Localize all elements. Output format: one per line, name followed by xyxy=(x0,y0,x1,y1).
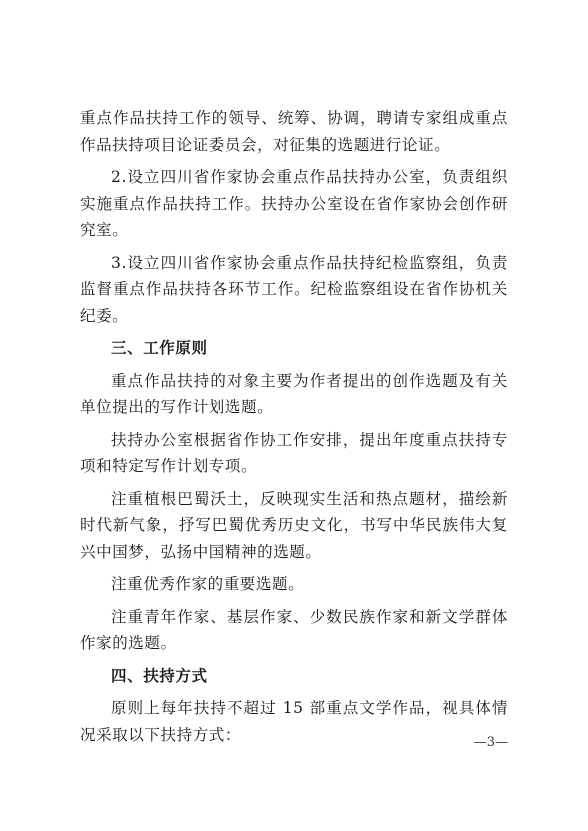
paragraph-support-targets: 重点作品扶持的对象主要为作者提出的创作选题及有关单位提出的写作计划选题。 xyxy=(80,371,508,416)
paragraph-inspection-group: 3.设立四川省作家协会重点作品扶持纪检监察组，负责监督重点作品扶持各环节工作。纪检监察组设在省作协机关纪委。 xyxy=(80,253,508,325)
section-heading-support-methods: 四、扶持方式 xyxy=(111,666,208,685)
paragraph-excellent-writers: 注重优秀作家的重要选题。 xyxy=(111,575,305,593)
paragraph-annual-projects: 扶持办公室根据省作协工作安排，提出年度重点扶持专项和特定写作计划专项。 xyxy=(80,430,508,475)
section-heading-principles: 三、工作原则 xyxy=(111,339,208,357)
paragraph-office: 2.设立四川省作家协会重点作品扶持办公室，负责组织实施重点作品扶持工作。扶持办公室设在省作家协会创作研究室。 xyxy=(80,168,508,239)
paragraph-support-count: 原则上每年扶持不超过 15 部重点文学作品，视具体情况采取以下扶持方式： xyxy=(80,699,508,744)
paragraph-young-writers: 注重青年作家、基层作家、少数民族作家和新文学群体作家的选题。 xyxy=(80,607,508,652)
paragraph-leadership: 重点作品扶持工作的领导、统筹、协调，聘请专家组成重点作品扶持项目论证委员会，对征集的选题进行论证。 xyxy=(80,109,508,154)
paragraph-themes: 注重植根巴蜀沃土，反映现实生活和热点题材，描绘新时代新气象，抒写巴蜀优秀历史文化，书写中华民族伟大复兴中国梦，弘扬中国精神的选题。 xyxy=(80,489,508,561)
page-number: —3— xyxy=(473,735,508,750)
document-body xyxy=(80,105,508,754)
